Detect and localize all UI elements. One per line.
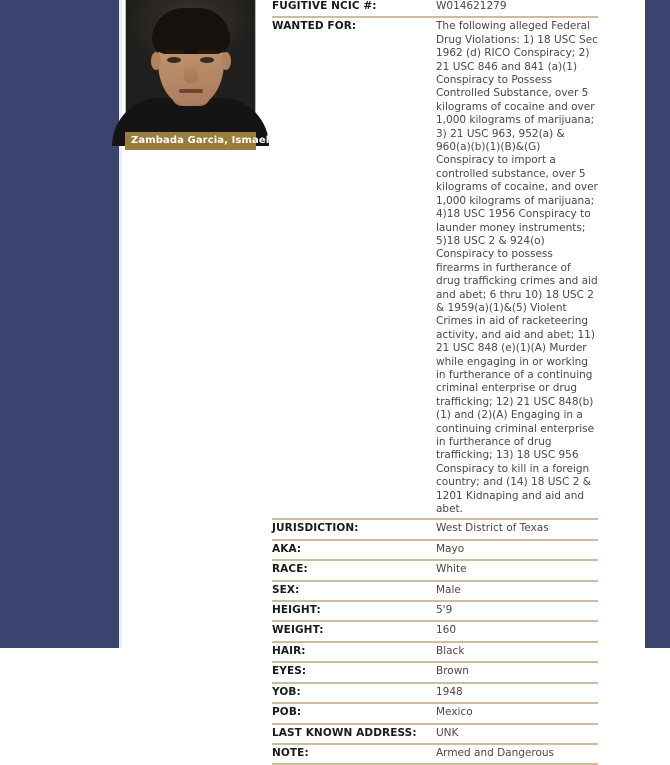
fugitive-photo xyxy=(125,0,256,132)
table-row xyxy=(272,662,598,682)
field-value-note: Armed and Dangerous xyxy=(434,744,598,764)
photo-ear-left xyxy=(151,52,161,70)
field-value-eyes: Brown xyxy=(434,662,598,682)
field-value-aka: Mayo xyxy=(434,540,598,560)
field-value-hair: Black xyxy=(434,642,598,662)
table-row xyxy=(272,642,598,662)
field-value-jurisdiction: West District of Texas xyxy=(434,519,598,539)
table-row xyxy=(272,703,598,723)
table-row xyxy=(272,540,598,560)
field-value-ncic: W014621279 xyxy=(434,0,598,17)
table-row xyxy=(272,621,598,641)
field-value-last-known-address: UNK xyxy=(434,724,598,744)
table-row xyxy=(272,683,598,703)
table-row xyxy=(272,601,598,621)
photo-eye-left xyxy=(167,57,181,63)
table-row xyxy=(272,560,598,580)
table-row xyxy=(272,17,598,519)
fugitive-info-table xyxy=(272,0,598,765)
field-label-race: RACE: xyxy=(272,560,434,580)
field-value-height: 5'9 xyxy=(434,601,598,621)
field-value-weight: 160 xyxy=(434,621,598,641)
field-value-race: White xyxy=(434,560,598,580)
field-label-yob: YOB: xyxy=(272,683,434,703)
field-label-note: NOTE: xyxy=(272,744,434,764)
field-label-eyes: EYES: xyxy=(272,662,434,682)
photo-hair xyxy=(152,8,230,54)
right-background-band xyxy=(645,0,670,648)
field-value-wanted-for: The following alleged Federal Drug Violations: 1) 18 USC Sec 1962 (d) RICO Conspiracy; 2) 21 USC 846 and 841 (a)(1) Conspiracy to Possess Controlled Substance, over 5 kilograms of cocaine and over 1,000 kilograms of marijuana; 3) 21 USC 963, 952(a) & 960(a)(b)(1)(B)&(G) Conspiracy to import a controlled substance, over 5 kilograms of cocaine, and over 1,000 kilograms of marijuana; 4)18 USC 1956 Conspiracy to launder money instruments; 5)18 USC 2 & 924(o) Conspiracy to possess firearms in furtherance of drug trafficking crimes and aid and abet; 6 thru 10) 18 USC 2 & 1959(a)(1)&(5) Violent Crimes in aid of racketeering activity, and aid and abet; 11) 21 USC 848 (e)(1)(A) Murder while engaging in or working in furtherance of a continuing criminal enterprise or drug trafficking; 12) 21 USC 848(b)(1) and (2)(A) Engaging in a continuing criminal enterprise in furtherance of drug trafficking; 13) 18 USC 956 Conspiracy to kill in a foreign country; and (14) 18 USC 2 & 1201 Kidnaping and aid and abet. xyxy=(434,17,598,519)
left-background-band xyxy=(0,0,119,648)
table-row xyxy=(272,581,598,601)
photo-brow-right xyxy=(198,50,217,54)
mugshot-image xyxy=(126,0,255,132)
field-label-hair: HAIR: xyxy=(272,642,434,662)
photo-mouth xyxy=(179,89,203,93)
table-row xyxy=(272,0,598,17)
fugitive-photo-block xyxy=(125,0,270,150)
photo-brow-left xyxy=(165,50,184,54)
table-row xyxy=(272,744,598,764)
table-row xyxy=(272,724,598,744)
field-label-jurisdiction: JURISDICTION: xyxy=(272,519,434,539)
field-label-pob: POB: xyxy=(272,703,434,723)
fugitive-info-body xyxy=(272,0,598,764)
field-label-ncic: FUGITIVE NCIC #: xyxy=(272,0,434,17)
poster-content xyxy=(122,0,645,759)
photo-eye-right xyxy=(200,57,214,63)
field-label-height: HEIGHT: xyxy=(272,601,434,621)
photo-ear-right xyxy=(221,52,231,70)
field-label-wanted-for: WANTED FOR: xyxy=(272,17,434,519)
field-label-weight: WEIGHT: xyxy=(272,621,434,641)
field-value-sex: Male xyxy=(434,581,598,601)
field-value-pob: Mexico xyxy=(434,703,598,723)
field-value-yob: 1948 xyxy=(434,683,598,703)
field-label-sex: SEX: xyxy=(272,581,434,601)
fugitive-name-caption: Zambada Garcia, Ismael xyxy=(125,132,256,150)
table-row xyxy=(272,519,598,539)
photo-nose xyxy=(184,64,198,84)
field-label-aka: AKA: xyxy=(272,540,434,560)
field-label-last-known-address: LAST KNOWN ADDRESS: xyxy=(272,724,434,744)
